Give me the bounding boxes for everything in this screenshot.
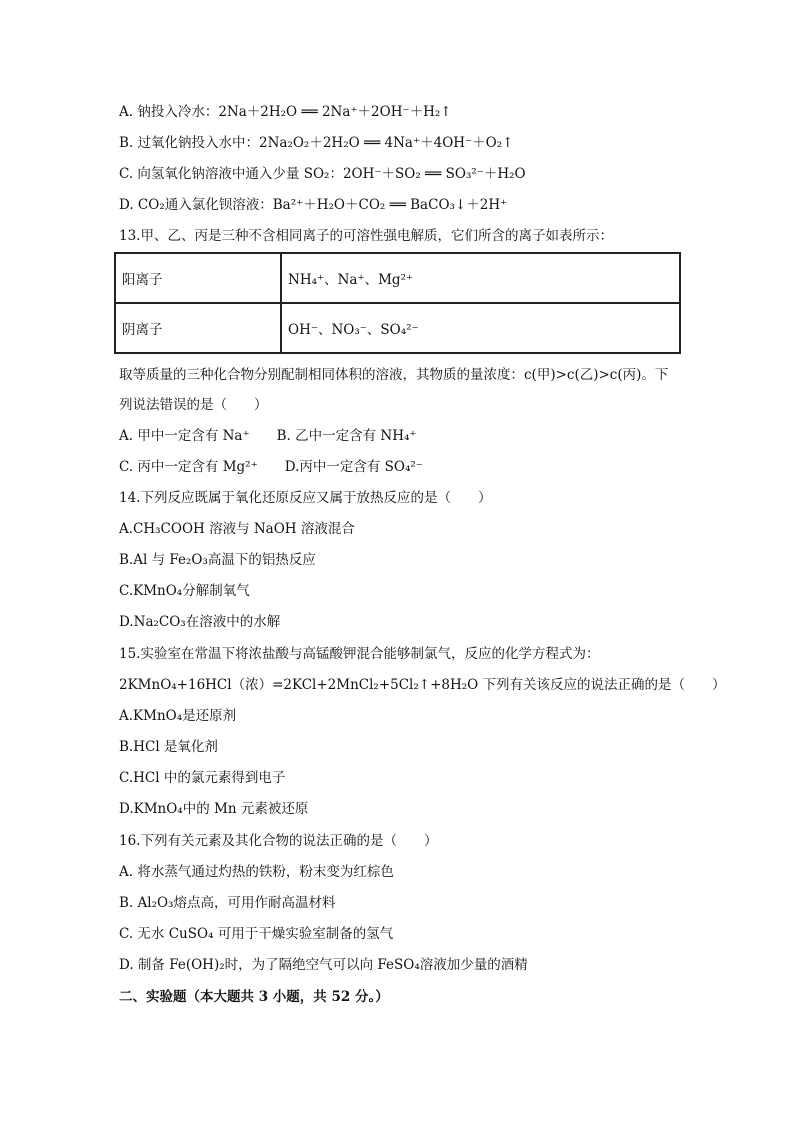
q16-option-d: D. 制备 Fe(OH)₂时，为了隔绝空气可以向 FeSO₄溶液加少量的酒精 bbox=[119, 957, 528, 973]
section-heading: 二、实验题（本大题共 3 小题，共 52 分。） bbox=[119, 989, 389, 1005]
q15-option-b: B.HCl 是氧化剂 bbox=[119, 739, 218, 755]
q14-stem: 14.下列反应既属于氧化还原反应又属于放热反应的是（ ） bbox=[119, 490, 492, 506]
cation-ions: NH₄⁺、Na⁺、Mg²⁺ bbox=[281, 253, 680, 303]
q15-option-c: C.HCl 中的氯元素得到电子 bbox=[119, 770, 286, 786]
q16-option-c: C. 无水 CuSO₄ 可用于干燥实验室制备的氢气 bbox=[119, 926, 394, 942]
ion-table bbox=[114, 252, 681, 354]
q16-option-a: A. 将水蒸气通过灼热的铁粉，粉末变为红棕色 bbox=[119, 864, 394, 880]
q13-options-cd: C. 丙中一定含有 Mg²⁺ D.丙中一定含有 SO₄²⁻ bbox=[119, 459, 423, 475]
q16-option-b: B. Al₂O₃熔点高，可用作耐高温材料 bbox=[119, 895, 336, 911]
q15-equation: 2KMnO₄+16HCl（浓）=2KCl+2MnCl₂+5Cl₂↑+8H₂O 下列有关该反应的说法正确的是（ ） bbox=[119, 677, 726, 693]
q12-option-c: C. 向氢氧化钠溶液中通入少量 SO₂：2OH⁻＋SO₂ ══ SO₃²⁻＋H₂O bbox=[119, 166, 526, 182]
q13-stem: 13.甲、乙、丙是三种不含相同离子的可溶性强电解质，它们所含的离子如表所示： bbox=[119, 228, 613, 244]
q13-options-ab: A. 甲中一定含有 Na⁺ B. 乙中一定含有 NH₄⁺ bbox=[119, 428, 417, 444]
anion-ions: OH⁻、NO₃⁻、SO₄²⁻ bbox=[281, 303, 680, 353]
q14-option-c: C.KMnO₄分解制氧气 bbox=[119, 583, 250, 599]
q13-text2: 列说法错误的是（ ） bbox=[119, 397, 268, 413]
q12-option-b: B. 过氧化钠投入水中：2Na₂O₂＋2H₂O ══ 4Na⁺＋4OH⁻＋O₂↑ bbox=[119, 135, 514, 151]
q13-text1: 取等质量的三种化合物分别配制相同体积的溶液，其物质的量浓度：c(甲)>c(乙)>c(丙)。下 bbox=[119, 367, 669, 383]
q12-option-a: A. 钠投入冷水：2Na＋2H₂O ══ 2Na⁺＋2OH⁻＋H₂↑ bbox=[119, 104, 452, 120]
q12-option-d: D. CO₂通入氯化钡溶液：Ba²⁺＋H₂O＋CO₂ ══ BaCO₃↓＋2H⁺ bbox=[119, 197, 508, 213]
q14-option-d: D.Na₂CO₃在溶液中的水解 bbox=[119, 614, 281, 630]
table-row bbox=[115, 253, 680, 303]
q15-option-a: A.KMnO₄是还原剂 bbox=[119, 708, 237, 724]
q14-option-a: A.CH₃COOH 溶液与 NaOH 溶液混合 bbox=[119, 521, 355, 537]
q14-option-b: B.Al 与 Fe₂O₃高温下的铝热反应 bbox=[119, 552, 316, 568]
cation-label: 阳离子 bbox=[115, 253, 281, 303]
table-row bbox=[115, 303, 680, 353]
q15-stem: 15.实验室在常温下将浓盐酸与高锰酸钾混合能够制氯气，反应的化学方程式为： bbox=[119, 646, 600, 662]
q16-stem: 16.下列有关元素及其化合物的说法正确的是（ ） bbox=[119, 833, 438, 849]
anion-label: 阴离子 bbox=[115, 303, 281, 353]
q15-option-d: D.KMnO₄中的 Mn 元素被还原 bbox=[119, 801, 309, 817]
